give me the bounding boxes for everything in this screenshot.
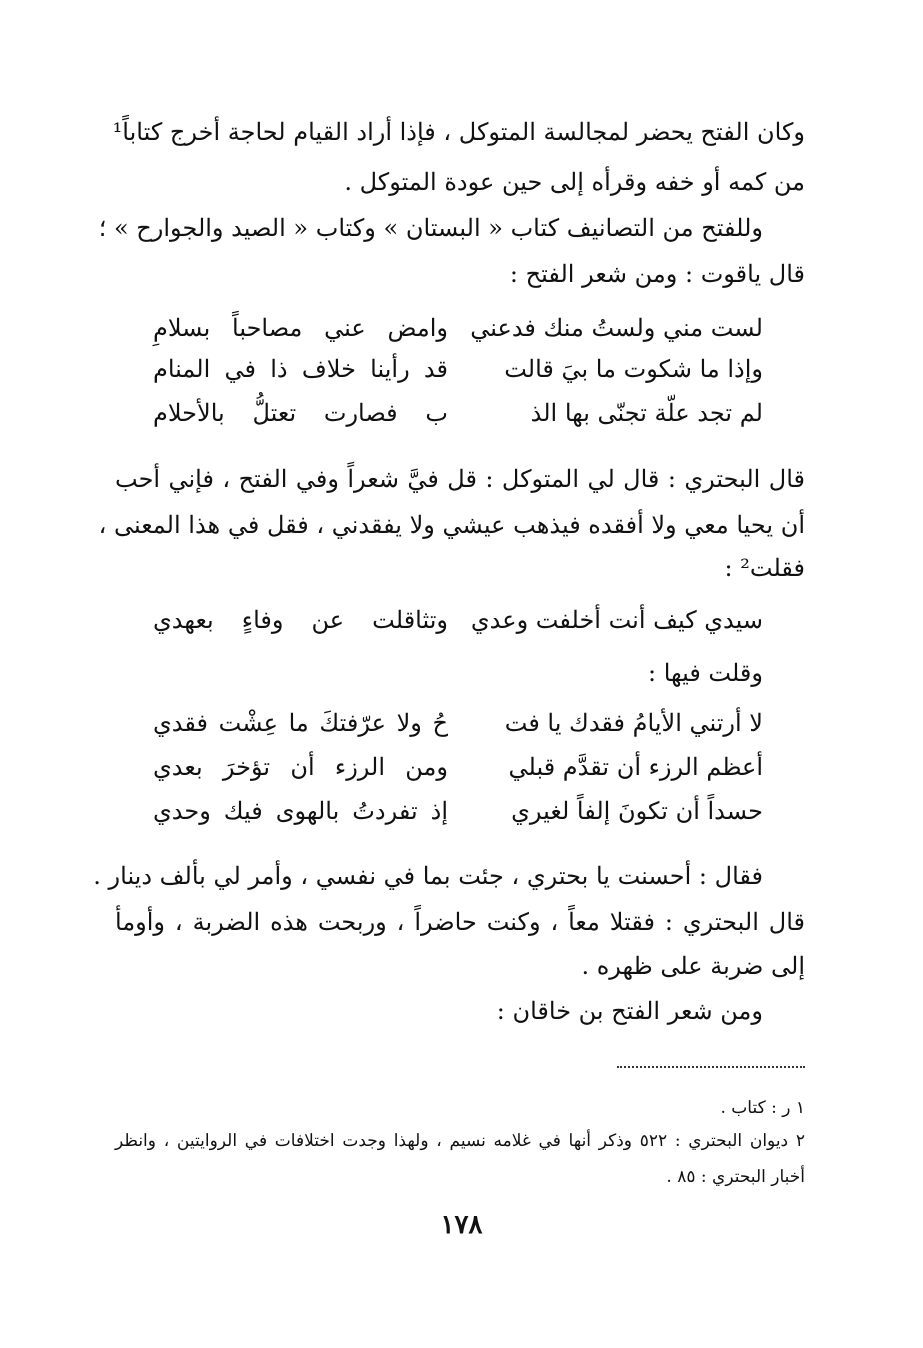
verse-first-hemistich: لست مني ولستُ منك فدعني: [470, 314, 763, 342]
verse-first-hemistich: لا أرتني الأيامُ فقدك يا فت: [504, 709, 763, 737]
paragraph-line: أن يحيا معي ولا أفقده فيذهب عيشي ولا يفقدني ، فقل في هذا المعنى ،: [98, 511, 805, 539]
verse-second-hemistich: إذ تفردتُ بالهوى فيك وحدي: [153, 797, 448, 825]
paragraph-line: وللفتح من التصانيف كتاب « البستان » وكتاب « الصيد والجوارح » ؛: [98, 214, 763, 242]
verse-first-hemistich: وإذا ما شكوت ما بيَ قالت: [504, 355, 763, 383]
page-number: ١٧٨: [440, 1210, 483, 1240]
verse-first-hemistich: لم تجد علّة تجنّى بها الذ: [530, 399, 763, 427]
verse-first-hemistich: أعظم الرزء أن تقدَّم قبلي: [508, 753, 763, 781]
verse-second-hemistich: وتثاقلت عن وفاءٍ بعهدي: [153, 606, 448, 634]
footnote-2-continued: أخبار البحتري : ٨٥ .: [666, 1167, 805, 1187]
paragraph-line: قال ياقوت : ومن شعر الفتح :: [509, 260, 805, 288]
footnote-2: ٢ ديوان البحتري : ٥٢٢ وذكر أنها في غلامه نسيم ، ولهذا وجدت اختلافات في الروايتين ، وانظر: [115, 1131, 805, 1151]
paragraph-line: إلى ضربة على ظهره .: [581, 952, 805, 980]
footnote-1: ١ ر : كتاب .: [720, 1098, 805, 1118]
footnote-divider: [617, 1066, 805, 1068]
verse-second-hemistich: وامض عني مصاحباً بسلامِ: [153, 314, 448, 342]
verse-first-hemistich: حسداً أن تكونَ إلفاً لغيري: [511, 797, 763, 825]
verse-first-hemistich: سيدي كيف أنت أخلفت وعدي: [470, 606, 763, 634]
paragraph-line: قال البحتري : فقتلا معاً ، وكنت حاضراً ، وربحت هذه الضربة ، وأومأ: [115, 908, 806, 936]
paragraph-line: وكان الفتح يحضر لمجالسة المتوكل ، فإذا أراد القيام لحاجة أخرج كتاباً¹: [112, 118, 805, 146]
paragraph-line: فقلت² :: [724, 554, 805, 582]
paragraph-line: ومن شعر الفتح بن خاقان :: [496, 997, 763, 1025]
paragraph-line: من كمه أو خفه وقرأه إلى حين عودة المتوكل .: [344, 168, 805, 196]
paragraph-line: فقال : أحسنت يا بحتري ، جئت بما في نفسي ، وأمر لي بألف دينار .: [93, 862, 763, 890]
paragraph-line: قال البحتري : قال لي المتوكل : قل فيَّ شعراً وفي الفتح ، فإني أحب: [115, 465, 805, 493]
verse-second-hemistich: حُ ولا عرّفتكَ ما عِشْت فقدي: [153, 709, 448, 737]
verse-second-hemistich: قد رأينا خلاف ذا في المنام: [153, 355, 448, 383]
verse-second-hemistich: ومن الرزء أن تؤخرَ بعدي: [153, 753, 448, 781]
paragraph-line: وقلت فيها :: [647, 659, 763, 687]
verse-second-hemistich: ب فصارت تعتلُّ بالأحلام: [153, 399, 448, 427]
